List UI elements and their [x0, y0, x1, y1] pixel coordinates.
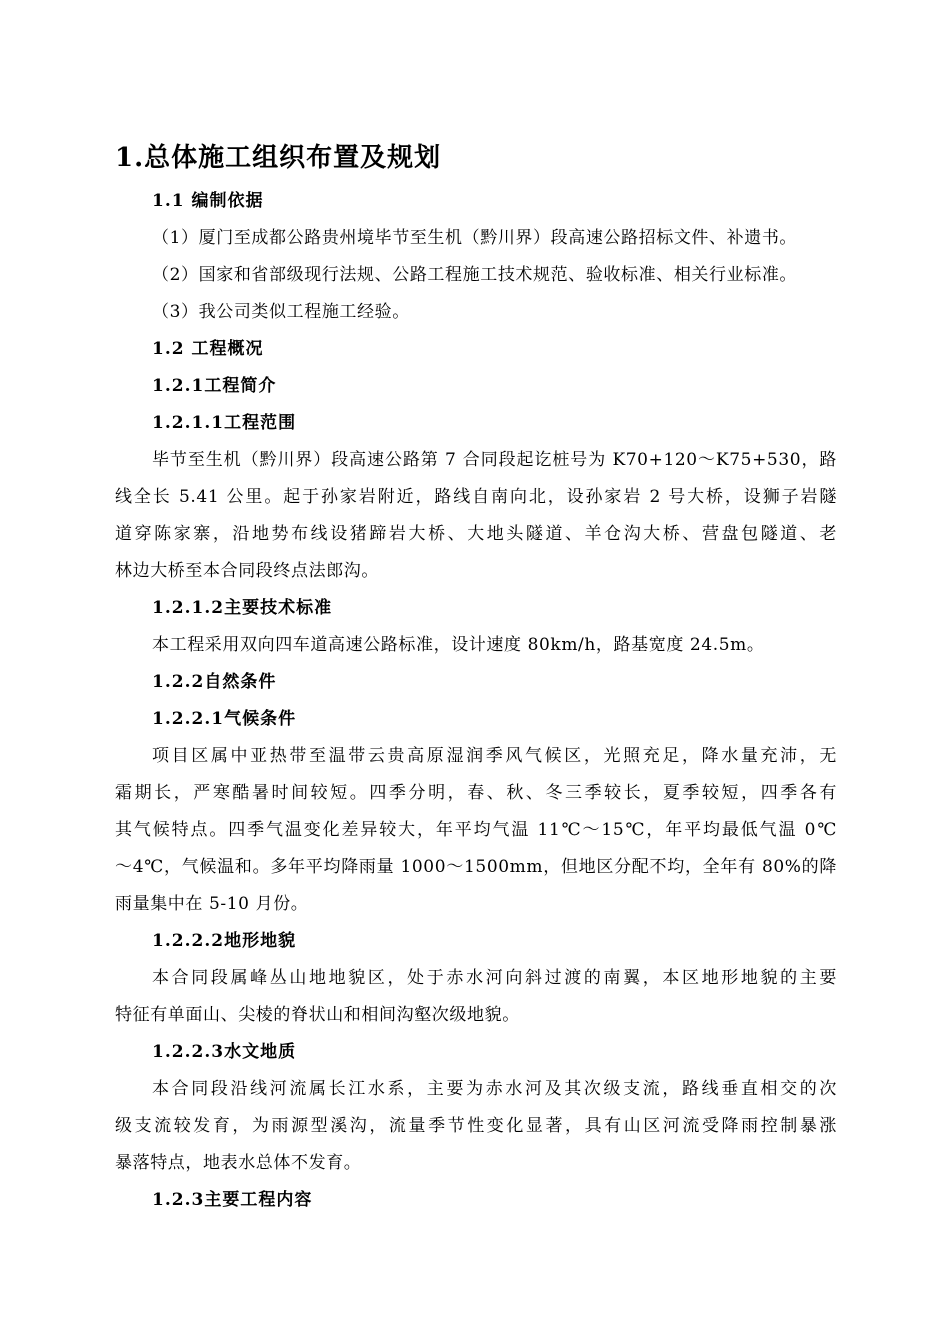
paragraph-line: 本合同段属峰丛山地地貌区，处于赤水河向斜过渡的南翼，本区地形地貌的主要 — [152, 968, 837, 988]
climate-paragraph — [115, 738, 837, 923]
document-title: 1.总体施工组织布置及规划 — [115, 143, 442, 173]
heading-1-2: 1.2 工程概况 — [152, 339, 264, 359]
standard-paragraph — [115, 627, 837, 664]
document-body — [115, 140, 837, 1219]
heading-1-2-2: 1.2.2自然条件 — [152, 672, 277, 692]
basis-item-1: （1）厦门至成都公路贵州境毕节至生机（黔川界）段高速公路招标文件、补遗书。 — [152, 228, 798, 248]
scope-paragraph — [115, 442, 837, 590]
basis-item-2: （2）国家和省部级现行法规、公路工程施工技术规范、验收标准、相关行业标准。 — [152, 265, 798, 285]
heading-1-2-3: 1.2.3主要工程内容 — [152, 1190, 313, 1210]
paragraph-line: 线全长 5.41 公里。起于孙家岩附近，路线自南向北，设孙家岩 2 号大桥，设狮子岩隧 — [115, 487, 837, 507]
paragraph-line: ～4℃，气候温和。多年平均降雨量 1000～1500mm，但地区分配不均，全年有 80%的降 — [115, 857, 837, 877]
paragraph-line: 林边大桥至本合同段终点法郎沟。 — [115, 561, 379, 581]
heading-1-1: 1.1 编制依据 — [152, 191, 264, 211]
paragraph-line: 项目区属中亚热带至温带云贵高原湿润季风气候区，光照充足，降水量充沛，无 — [152, 746, 837, 766]
heading-1-2-2-3: 1.2.2.3水文地质 — [152, 1042, 297, 1062]
paragraph-line: 本工程采用双向四车道高速公路标准，设计速度 80km/h，路基宽度 24.5m。 — [152, 635, 765, 655]
paragraph-line: 本合同段沿线河流属长江水系，主要为赤水河及其次级支流，路线垂直相交的次 — [152, 1079, 837, 1099]
hydro-paragraph — [115, 1071, 837, 1182]
heading-1-2-1: 1.2.1工程简介 — [152, 376, 277, 396]
heading-1-2-2-2: 1.2.2.2地形地貌 — [152, 931, 297, 951]
paragraph-line: 暴落特点，地表水总体不发育。 — [115, 1153, 362, 1173]
paragraph-line: 霜期长，严寒酷暑时间较短。四季分明，春、秋、冬三季较长，夏季较短，四季各有 — [115, 783, 837, 803]
paragraph-line: 其气候特点。四季气温变化差异较大，年平均气温 11℃～15℃，年平均最低气温 0℃ — [115, 820, 837, 840]
basis-item-3: （3）我公司类似工程施工经验。 — [152, 302, 410, 322]
paragraph-line: 道穿陈家寨，沿地势布线设猪蹄岩大桥、大地头隧道、羊仓沟大桥、营盘包隧道、老 — [115, 524, 837, 544]
paragraph-line: 特征有单面山、尖棱的脊状山和相间沟壑次级地貌。 — [115, 1005, 520, 1025]
heading-1-2-2-1: 1.2.2.1气候条件 — [152, 709, 297, 729]
heading-1-2-1-2: 1.2.1.2主要技术标准 — [152, 598, 333, 618]
paragraph-line: 毕节至生机（黔川界）段高速公路第 7 合同段起讫桩号为 K70+120～K75+530，路 — [152, 450, 837, 470]
heading-1-2-1-1: 1.2.1.1工程范围 — [152, 413, 297, 433]
paragraph-line: 雨量集中在 5-10 月份。 — [115, 894, 309, 914]
terrain-paragraph — [115, 960, 837, 1034]
paragraph-line: 级支流较发育，为雨源型溪沟，流量季节性变化显著，具有山区河流受降雨控制暴涨 — [115, 1116, 837, 1136]
